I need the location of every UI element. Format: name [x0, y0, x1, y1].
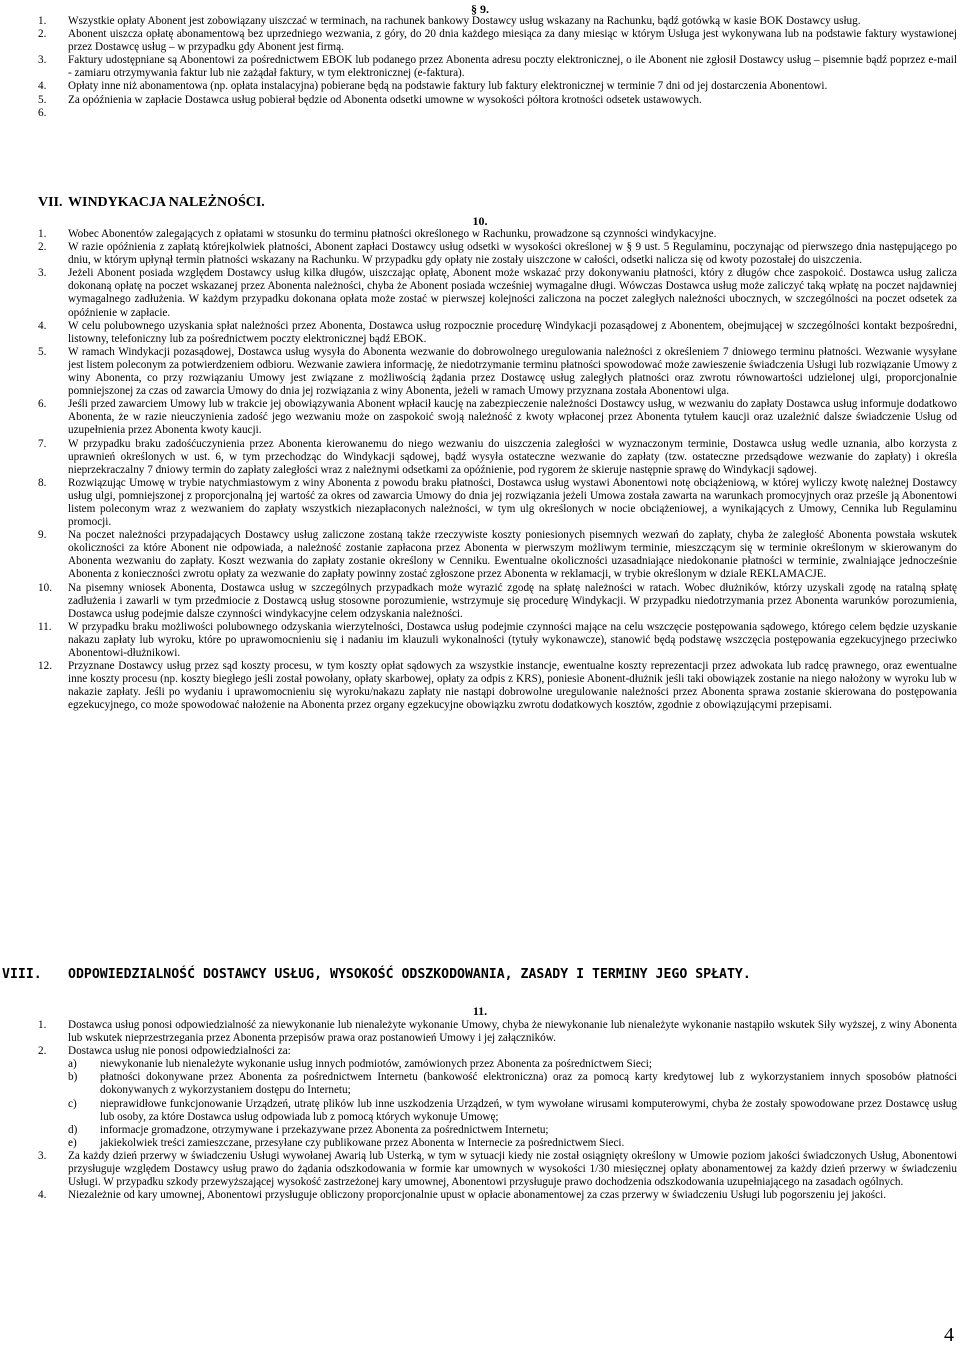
item-number: 1.	[38, 228, 47, 240]
list-item	[0, 267, 960, 319]
item-text: Niezależnie od kary umownej, Abonentowi przysługuje obliczony proporcjonalnie upust w opłacie abonamentowej za czas przerwy w świadczeniu Usługi lub pogorszeniu jej jakości.	[68, 1189, 886, 1202]
item-number: 3.	[38, 267, 47, 280]
chapter-number: VIII.	[2, 967, 42, 982]
item-number: 6.	[38, 106, 47, 119]
item-number: 10.	[38, 581, 52, 594]
item-text: Za każdy dzień przerwy w świadczeniu Usługi wywołanej Awarią lub Usterką, w tym w sytuacji kiedy nie został osiągnięty określony w Umowie poziom jakości świadczonych Usług, Abonentowi przysługuje względem Dostawcy usług prawo do żądania odszkodowania w formie kar umownych w wysokości 1/30 miesięcznej opłaty abonamentowej za każdy dzień przerwy w świadczeniu Usługi. W przypadku szkody przewyższającej wysokość zastrzeżonej kary umownej, Abonentowi przysługuje prawo dochodzenia odszkodowania uzupełniającego na zasadach ogólnych.	[68, 1149, 957, 1189]
sub-item-letter: b)	[68, 1071, 78, 1084]
section-heading-9: § 9.	[471, 2, 489, 16]
item-text: Opłaty inne niż abonamentowa (np. opłata instalacyjna) pobierane będą na podstawie faktury lub faktury elektronicznej w terminie 7 dni od jej dostarczenia Abonentowi.	[68, 80, 828, 93]
sub-item-letter: c)	[68, 1097, 77, 1110]
item-number: 2.	[38, 241, 47, 254]
sub-list-item	[0, 1058, 960, 1071]
sub-item-text: informacje gromadzone, otrzymywane i przekazywane przez Abonenta za pośrednictwem Internetu;	[100, 1123, 549, 1136]
item-text: Abonent uiszcza opłatę abonamentową bez uprzedniego wezwania, z góry, do 20 dnia każdego miesiąca za dany miesiąc w którym Usługa jest wykonywana lub na podstawie faktury wystawionej przez Dostawcę usług – w przypadku gdy Abonent jest firmą.	[68, 28, 957, 54]
list-item	[0, 28, 960, 54]
chapter-heading-viii	[0, 966, 960, 984]
item-text: Przyznane Dostawcy usług przez sąd koszty procesu, w tym koszty opłat sądowych za wszystkie instancje, ewentualne koszty reprezentacji przez adwokata lub radcę prawnego, oraz ewentualne inne koszty procesu (np. koszty biegłego jeśli został powołany, opłaty skarbowej, opłaty za odpis z KRS), poniesie Abonent-dłużnik jeśli taki obowiązek zostanie na niego nałożony w wyroku lub w nakazie zapłaty. Jeśli po wydaniu i uprawomocnieniu się wyroku/nakazu zapłaty nie nastąpi dobrowolne uregulowanie należności przez Abonenta sprawa zostanie skierowana do postępowania egzekucyjnego, co może spowodować nałożenie na Abonenta przez organy egzekucyjne obowiązku zwrotu dodatkowych kosztów, zgodnie z obowiązującymi przepisami.	[68, 660, 957, 712]
item-text: W ramach Windykacji pozasądowej, Dostawca usług wysyła do Abonenta wezwanie do dobrowolnego uregulowania należności z określeniem 7 dniowego terminu płatności. Wezwanie wysyłane jest listem poleconym za potwierdzeniem odbioru. Wezwanie zawiera informację, że niedotrzymanie terminu płatności spowodować może zawieszenie świadczenia Usługi lub rozwiązanie Umowy z winy Abonenta, co przy rozwiązaniu Umowy jest związane z możliwością żądania przez Dostawcę usług zaległych płatności oraz zwrotu równowartości udzielonej ulgi, proporcjonalnie pomniejszonej za czas od zawarcia Umowy do dnia jej rozwiązania z winy Abonenta, jeżeli w ramach Umowy przyznana została Abonentowi ulga.	[68, 345, 957, 398]
list-item	[0, 94, 960, 107]
item-text: Jeżeli Abonent posiada względem Dostawcy usług kilka długów, uiszczając opłatę, Abonent może wskazać przy dokonywaniu płatności, który z długów chce zaspokoić. Dostawca usług zalicza dokonaną opłatę na poczet wskazanej przez Abonenta należności, chyba że Abonent posiada wcześniej wymagalne długi. Wówczas Dostawca usług może zaliczyć taką wpłatę na poczet najdawniej wymagalnego zadłużenia. W każdym przypadku dokonana opłata może zostać w pierwszej kolejności zaliczona na poczet zaległych należności ubocznych, w szczególności na poczet odsetek za opóźnienie w zapłacie.	[68, 267, 957, 319]
item-number: 5.	[38, 93, 47, 106]
item-text: Na poczet należności przypadających Dostawcy usług zaliczone zostaną także rzeczywiste koszty poniesionych pisemnych wezwań do zapłaty, chyba że zaległość Abonenta powstała wskutek okoliczności za które Abonent nie odpowiada, a należność zostanie zapłacona przez Abonenta w pierwszym możliwym terminie, mieszczącym się w terminie określonym w skierowanym do Abonenta wezwaniu do zapłaty. Koszt wezwania do zapłaty zostanie określony w Cenniku. Ewentualne okoliczności uzasadniające niedokonanie płatności w terminie, zwalniające jednocześnie Abonenta z konieczności zwrotu opłaty za wezwanie do zapłaty powinny zostać zgłoszone przez Abonenta w reklamacji, w trybie określonym w dziale REKLAMACJE.	[68, 529, 957, 581]
list-item	[0, 241, 960, 267]
item-text: Jeśli przed zawarciem Umowy lub w trakcie jej obowiązywania Abonent wpłacił kaucję na zabezpieczenie należności Dostawcy usług, w wezwaniu do zapłaty Dostawca usług informuje dodatkowo Abonenta, że w razie nieuczynienia zadość jego wezwaniu może on zaspokoić swoją należność z kwoty wpłaconej przez Abonenta tytułem kaucji oraz uzależnić dalsze świadczenie Usług od uzupełnienia przez Abonenta kwoty kaucji.	[68, 398, 957, 437]
list-item	[0, 107, 960, 120]
item-number: 12.	[38, 660, 52, 673]
sub-list-item	[0, 1137, 960, 1150]
item-text: Wszystkie opłaty Abonent jest zobowiązany uiszczać w terminach, na rachunek bankowy Dostawcy usług wskazany na Rachunku, bądź gotówką w kasie BOK Dostawcy usług.	[68, 15, 861, 27]
item-number: 8.	[38, 476, 47, 489]
item-number: 11.	[38, 620, 52, 633]
list-item	[0, 621, 960, 660]
chapter-number: VII.	[38, 195, 63, 210]
chapter-title: ODPOWIEDZIALNOŚĆ DOSTAWCY USŁUG, WYSOKOŚĆ ODSZKODOWANIA, ZASADY I TERMINY JEGO SPŁATY.	[68, 967, 751, 982]
list-item	[0, 54, 960, 80]
page-number: 4	[944, 1324, 954, 1346]
sub-item-text: płatności dokonywane przez Abonenta za pośrednictwem Internetu (bankowość elektroniczna) oraz za pomocą karty kredytowej lub z wykorzystaniem innych sposobów płatności dokonywanych z wykorzystaniem dostępu do Internetu;	[100, 1071, 957, 1097]
sub-item-text: niewykonanie lub nienależyte wykonanie usług innych podmiotów, zamówionych przez Abonenta za pośrednictwem Sieci;	[100, 1058, 652, 1071]
list-item	[0, 1045, 960, 1058]
list-item	[0, 80, 960, 93]
list-item	[0, 320, 960, 346]
item-text: Na pisemny wniosek Abonenta, Dostawca usług w szczególnych przypadkach może wyrazić zgodę na spłatę należności w ratach. Wobec dłużników, którzy uzyskali zgodę na ratalną spłatę zadłużenia i zawarli w tym przedmiocie z Dostawcą usług stosowne porozumienie, wstrzymuje się procedurę Windykacji. W przypadku niedotrzymania przez Abonenta warunków porozumienia, Dostawca usług podejmie dalsze czynności windykacyjne celem odzyskania należności.	[68, 581, 957, 620]
sub-list-item	[0, 1124, 960, 1137]
item-text: Dostawca usług nie ponosi odpowiedzialności za:	[68, 1045, 291, 1058]
item-text: W razie opóźnienia z zapłatą którejkolwiek płatności, Abonent zapłaci Dostawcy usług odsetki w wysokości określonej w § 9 ust. 5 Regulaminu, poczynając od pierwszego dnia następującego po dniu, w którym upłynął termin płatności wskazany na Rachunku. W przypadku gdy opłaty nie zostały uiszczone w całości, odsetki nalicza się od kwoty pozostałej do uiszczenia.	[68, 241, 957, 267]
list-item	[0, 1150, 960, 1189]
item-text: W przypadku braku możliwości polubownego odzyskania wierzytelności, Dostawca usług podejmie czynności mające na celu wszczęcie postępowania sądowego, którego celem będzie uzyskanie nakazu zapłaty lub wyroku, które po uprawomocnieniu się i nadaniu im klauzuli wykonalności (tytuły wykonawcze), stanowić będą podstawę wszczęcia postępowania egzekucyjnego przeciwko Abonentowi-dłużnikowi.	[68, 620, 957, 659]
list-item	[0, 15, 960, 28]
list-item	[0, 228, 960, 241]
list-item	[0, 346, 960, 398]
chapter-title: WINDYKACJA NALEŻNOŚCI.	[68, 195, 265, 210]
list-item	[0, 529, 960, 581]
list-item	[0, 477, 960, 529]
section-heading-10: 10.	[472, 214, 488, 228]
sub-list-item	[0, 1071, 960, 1097]
item-number: 1.	[38, 1019, 47, 1031]
item-number: 5.	[38, 345, 47, 358]
item-number: 1.	[38, 15, 47, 27]
item-number: 4.	[38, 319, 47, 332]
chapter-heading-vii	[0, 194, 265, 211]
item-number: 2.	[38, 1045, 47, 1058]
item-number: 4.	[38, 80, 47, 93]
section-heading-11: 11.	[472, 1004, 488, 1018]
item-number: 3.	[38, 54, 47, 67]
list-item	[0, 660, 960, 712]
list-item	[0, 438, 960, 477]
sub-item-text: jakiekolwiek treści zamieszczane, przesyłane czy publikowane przez Abonenta w Internecie za pośrednictwem Sieci.	[100, 1136, 625, 1149]
item-text: W przypadku braku zadośćuczynienia przez Abonenta kierowanemu do niego wezwaniu do uiszczenia zaległości w wyznaczonym terminie, Dostawca usług wedle uznania, albo korzysta z uprawnień określonych w ust. 6, w tym przechodząc do Windykacji sądowej, bądź wysyła ostateczne wezwanie do zapłaty (tzw. ostateczne przedsądowe wezwanie do zapłaty) i określa nieprzekraczalny 7 dniowy termin do zapłaty zaległości wraz z należnymi odsetkami za opóźnienie, pod rygorem że skieruje następnie sprawę do Windykacji sądowej.	[68, 437, 957, 476]
list-item	[0, 1189, 960, 1202]
item-number: 7.	[38, 437, 47, 450]
item-number: 2.	[38, 28, 47, 41]
sub-item-letter: a)	[68, 1058, 77, 1071]
sub-item-letter: d)	[68, 1123, 78, 1136]
section-10-list	[0, 228, 960, 712]
section-9-list	[0, 15, 960, 120]
list-item	[0, 398, 960, 437]
item-text: Dostawca usług ponosi odpowiedzialność za niewykonanie lub nienależyte wykonanie Umowy, chyba że niewykonanie lub nienależyte wykonanie nastąpiło wskutek Siły wyższej, z winy Abonenta lub wskutek nieprzestrzegania przez Abonenta przepisów prawa oraz postanowień Umowy i jej załączników.	[68, 1019, 957, 1045]
sub-item-text: nieprawidłowe funkcjonowanie Urządzeń, utratę plików lub inne uszkodzenia Urządzeń, w tym wywołane wirusami komputerowymi, chyba że zostały spowodowane przez Dostawcę usług lub osoby, za które Dostawca usług odpowiada lub z pomocą których wykonuje Umowę;	[100, 1097, 957, 1123]
item-text: Za opóźnienia w zapłacie Dostawca usług pobierał będzie od Abonenta odsetki umowne w wysokości półtora krotności odsetek ustawowych.	[68, 93, 702, 106]
section-11-list	[0, 1019, 960, 1202]
list-item	[0, 1019, 960, 1045]
sub-item-letter: e)	[68, 1136, 77, 1149]
item-number: 9.	[38, 529, 47, 542]
item-text: W celu polubownego uzyskania spłat należności przez Abonenta, Dostawca usług rozpocznie procedurę Windykacji pozasądowej z Abonentem, obejmującej w szczególności kontakt bezpośredni, listowny, telefoniczny lub za pośrednictwem poczty elektronicznej bądź EBOK.	[68, 319, 957, 345]
list-item	[0, 582, 960, 621]
item-number: 6.	[38, 398, 47, 411]
item-number: 3.	[38, 1149, 47, 1162]
item-text: Wobec Abonentów zalegających z opłatami w stosunku do terminu płatności określonego w Rachunku, prowadzone są czynności windykacyjne.	[68, 228, 717, 240]
item-number: 4.	[38, 1189, 47, 1202]
item-text: Faktury udostępniane są Abonentowi za pośrednictwem EBOK lub podanego przez Abonenta adresu poczty elektronicznej, o ile Abonent nie zgłosił Dostawcy usług – pisemnie bądź poprzez e-mail - zamiaru otrzymywania faktur lub nie zażądał faktury, w tym elektronicznej (e-faktura).	[68, 54, 957, 80]
sub-list-item	[0, 1098, 960, 1124]
item-text: Rozwiązując Umowę w trybie natychmiastowym z winy Abonenta z powodu braku płatności, Dostawca usług wystawi Abonentowi notę obciążeniową, w której wyliczy kwotę należnej Dostawcy usług ulgi, pomniejszonej z proporcjonalną jej wartość za okres od zawarcia Umowy do dnia jej rozwiązania jeżeli Umowa została zawarta na warunkach promocyjnych oraz prześle ją Abonentowi listem poleconym wraz z wezwaniem do zapłaty wszystkich niezapłaconych należności, w tym ulg określonych w nocie obciążeniowej, a wynikających z Umowy, Cennika lub Regulaminu promocji.	[68, 476, 957, 529]
